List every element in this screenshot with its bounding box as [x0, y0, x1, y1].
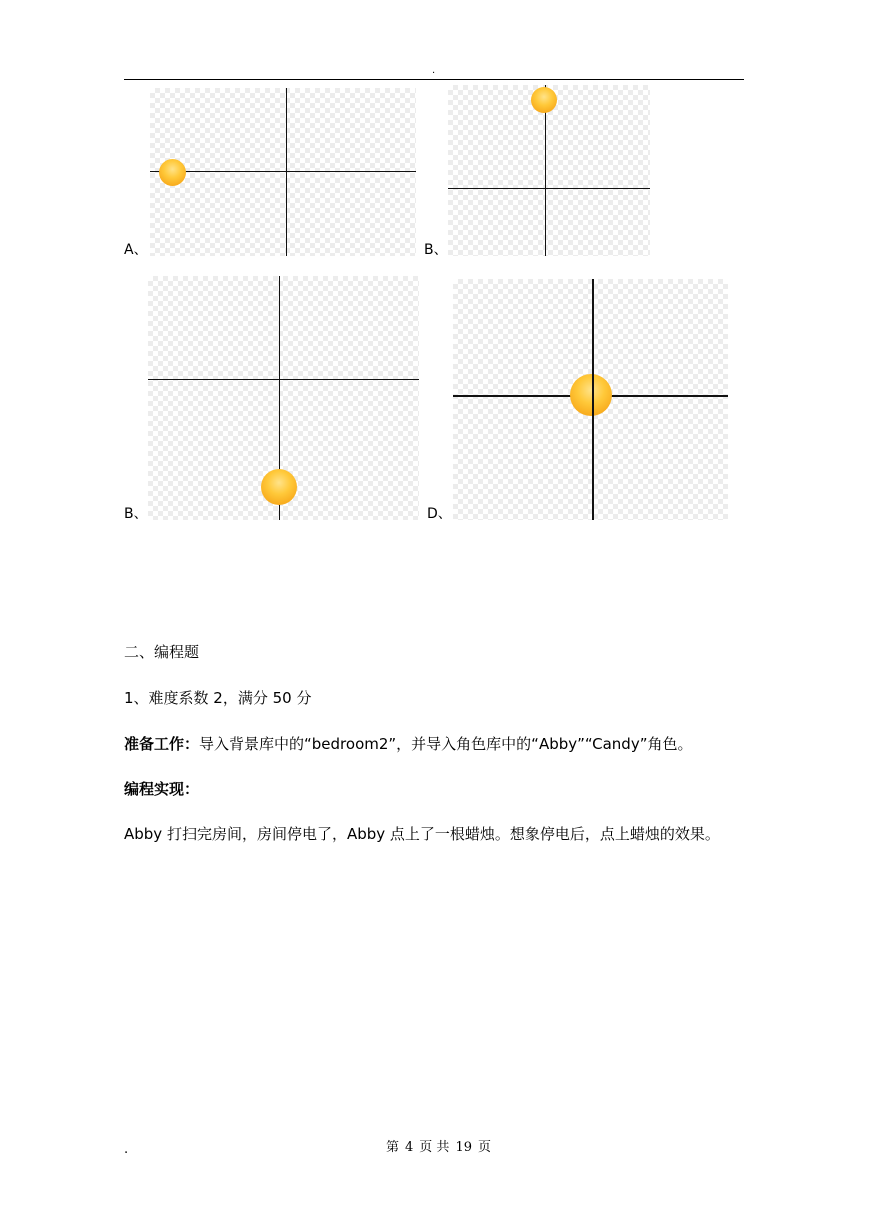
- page-prefix: 第: [386, 1140, 400, 1155]
- x-axis-line: [148, 379, 419, 380]
- y-axis-line: [286, 88, 287, 256]
- x-axis-line: [150, 171, 416, 172]
- header-dot: .: [432, 65, 436, 76]
- page-suffix: 页: [477, 1140, 491, 1155]
- impl-text: Abby 打扫完房间，房间停电了，Abby 点上了一根蜡烛。想象停电后，点上蜡烛的效果。: [124, 825, 720, 843]
- page-indicator: [383, 1140, 494, 1156]
- page-mid: 页 共: [419, 1140, 450, 1155]
- header-rule: [124, 79, 744, 80]
- footer-dot: .: [124, 1142, 129, 1157]
- option-c-label: B、: [124, 506, 148, 522]
- option-b-label: B、: [424, 242, 448, 258]
- prep-paragraph: [124, 734, 692, 754]
- option-b-image[interactable]: [448, 85, 650, 256]
- page-number: 4: [405, 1140, 414, 1155]
- impl-label: 编程实现：: [124, 780, 200, 798]
- total-pages: 19: [455, 1140, 472, 1155]
- ball-sprite: [261, 469, 297, 505]
- prep-label: 准备工作：: [124, 735, 200, 753]
- option-d-image[interactable]: [453, 279, 728, 520]
- y-axis-line: [592, 279, 594, 520]
- ball-sprite: [159, 159, 186, 186]
- ball-sprite: [531, 87, 557, 113]
- ball-sprite: [570, 374, 612, 416]
- prep-text: 导入背景库中的“bedroom2”，并导入角色库中的“Abby”“Candy”角色。: [199, 735, 693, 753]
- x-axis-line: [448, 188, 650, 189]
- option-a-image[interactable]: [150, 88, 416, 256]
- option-d-label: D、: [427, 506, 452, 522]
- question-heading: 1、难度系数 2，满分 50 分: [124, 689, 312, 707]
- option-a-label: A、: [124, 242, 148, 258]
- section-title: 二、编程题: [124, 643, 200, 661]
- option-c-image[interactable]: [148, 276, 419, 520]
